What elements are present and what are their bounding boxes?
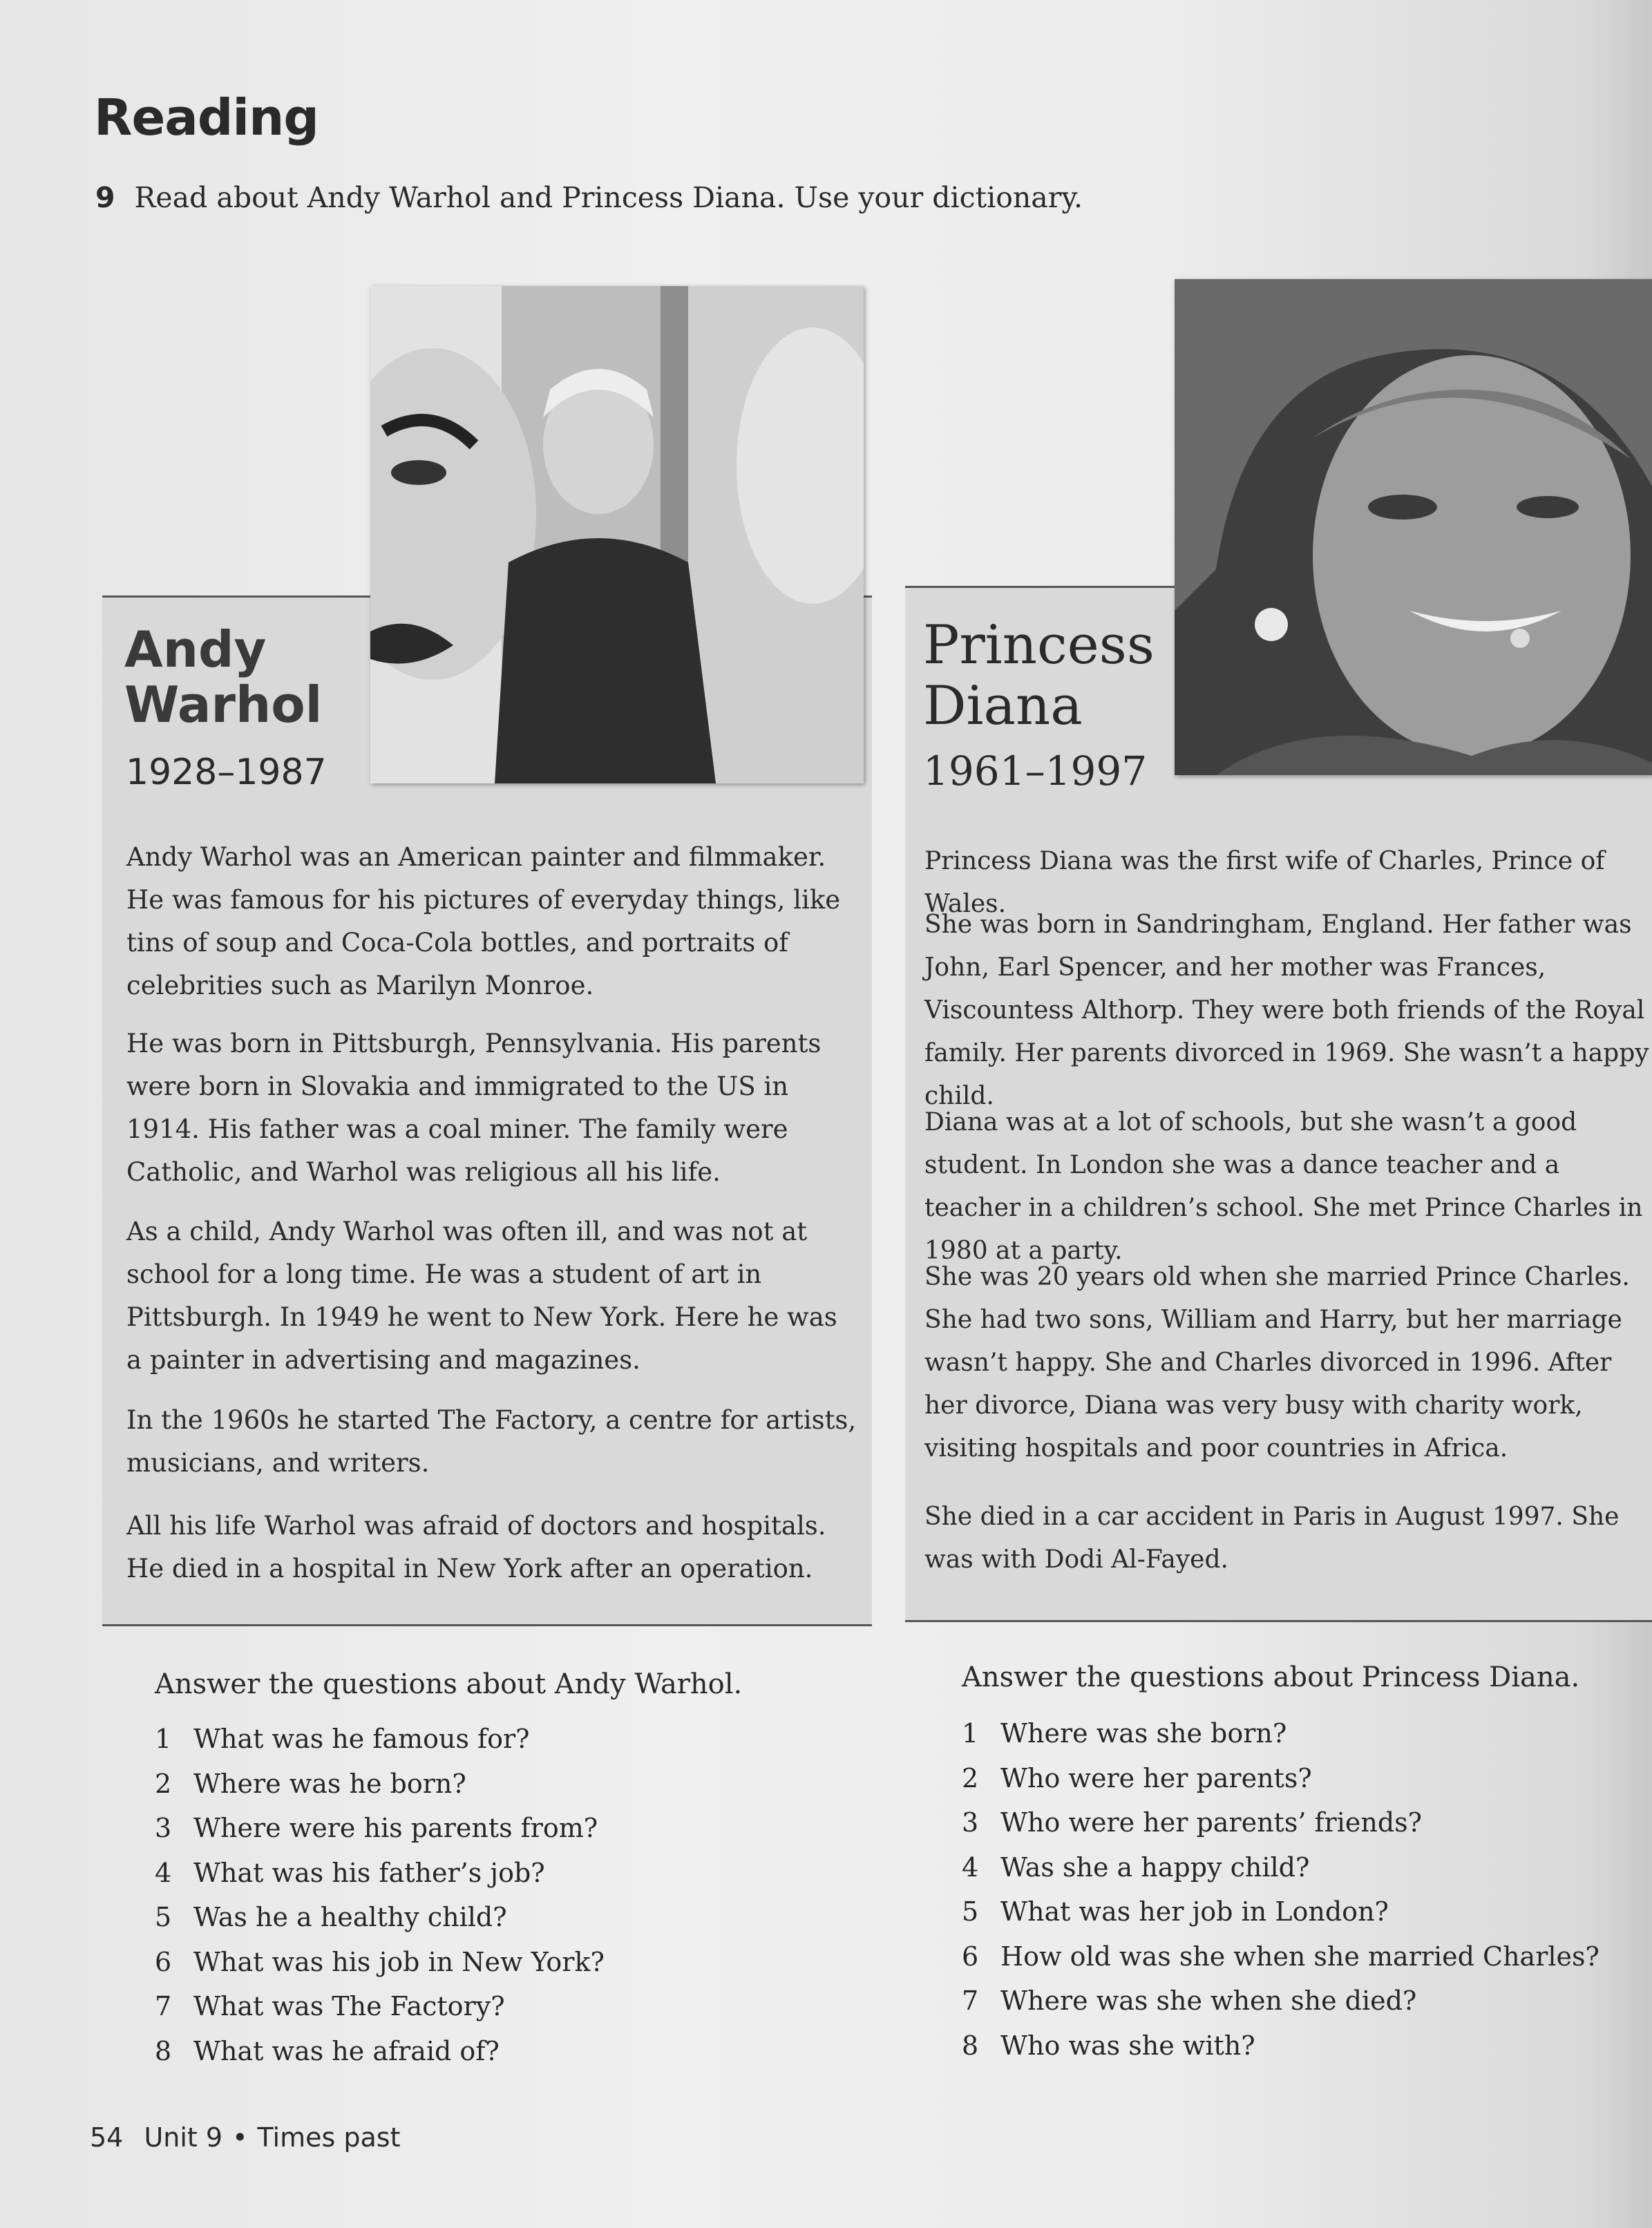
question-item: 3 Who were her parents’ friends? bbox=[962, 1807, 1423, 1838]
warhol-questions-list bbox=[155, 1717, 605, 2073]
topic-label: Times past bbox=[257, 2122, 401, 2153]
section-heading: Reading bbox=[94, 88, 319, 146]
diana-photo bbox=[1175, 279, 1652, 775]
warhol-paragraph: He was born in Pittsburgh, Pennsylvania. His parents were born in Slovakia and immigrated to the US in 1914. His father was a coal miner. The family were Catholic, and Warhol was religious all his life. bbox=[126, 1029, 822, 1187]
warhol-paragraph: As a child, Andy Warhol was often ill, and was not at school for a long time. He was a student of art in Pittsburgh. In 1949 he went to New York. Here he was a painter in advertising and magazines. bbox=[126, 1217, 837, 1375]
diana-first-name: Princess bbox=[923, 614, 1155, 676]
diana-last-name: Diana bbox=[923, 675, 1083, 737]
question-item: 3 Where were his parents from? bbox=[155, 1813, 598, 1843]
page-footer bbox=[90, 2122, 400, 2153]
question-item: 4 Was she a happy child? bbox=[962, 1851, 1310, 1883]
question-item: 4 What was his father’s job? bbox=[155, 1857, 545, 1888]
page-number: 54 bbox=[90, 2122, 124, 2153]
warhol-paragraph: All his life Warhol was afraid of doctors and hospitals. He died in a hospital in New York after an operation. bbox=[126, 1511, 826, 1583]
warhol-photo bbox=[370, 286, 864, 783]
question-item: 8 Who was she with? bbox=[962, 2030, 1255, 2061]
question-item: 6 What was his job in New York? bbox=[155, 1946, 605, 1977]
diana-dates: 1961–1997 bbox=[923, 748, 1148, 794]
diana-paragraph: She was born in Sandringham, England. Her father was John, Earl Spencer, and her mother was Frances, Viscountess Althorp. They were both friends of the Royal family. Her parents divorced in 1969. She wasn’t a happy child. bbox=[924, 911, 1649, 1110]
instruction-text: Read about Andy Warhol and Princess Diana. Use your dictionary. bbox=[134, 181, 1083, 214]
diana-photo-image bbox=[1175, 279, 1652, 775]
question-item: 7 What was The Factory? bbox=[155, 1991, 505, 2021]
warhol-last-name: Warhol bbox=[124, 676, 323, 734]
question-item: 8 What was he afraid of? bbox=[155, 2035, 500, 2066]
exercise-instruction bbox=[95, 181, 1083, 214]
question-item: 1 Where was she born? bbox=[962, 1718, 1287, 1749]
question-item: 6 How old was she when she married Charles? bbox=[962, 1941, 1599, 1972]
footer-separator: • bbox=[232, 2122, 248, 2153]
warhol-paragraph: Andy Warhol was an American painter and filmmaker. He was famous for his pictures of everyday things, like tins of soup and Coca-Cola bottles, and portraits of celebrities such as Marilyn Monroe. bbox=[126, 842, 841, 1000]
warhol-name bbox=[124, 622, 322, 732]
unit-label: Unit 9 bbox=[144, 2122, 223, 2153]
warhol-paragraph: In the 1960s he started The Factory, a centre for artists, musicians, and writers. bbox=[126, 1405, 857, 1478]
question-item: 2 Where was he born? bbox=[155, 1768, 466, 1799]
warhol-questions-title: Answer the questions about Andy Warhol. bbox=[155, 1668, 743, 1700]
question-item: 1 What was he famous for? bbox=[155, 1724, 530, 1754]
diana-questions-list bbox=[962, 1711, 1599, 2068]
diana-paragraph: Princess Diana was the first wife of Charles, Prince of Wales. bbox=[924, 847, 1605, 918]
diana-paragraph: She died in a car accident in Paris in August 1997. She was with Dodi Al-Fayed. bbox=[924, 1503, 1620, 1574]
diana-questions-title: Answer the questions about Princess Diana. bbox=[962, 1662, 1580, 1693]
question-item: 7 Where was she when she died? bbox=[962, 1986, 1417, 2016]
warhol-photo-image bbox=[370, 286, 864, 783]
diana-paragraph: Diana was at a lot of schools, but she wasn’t a good student. In London she was a dance teacher and a teacher in a children’s school. She met Prince Charles in 1980 at a party. bbox=[924, 1108, 1643, 1265]
question-item: 5 What was her job in London? bbox=[962, 1896, 1389, 1927]
exercise-number: 9 bbox=[95, 181, 115, 214]
question-item: 5 Was he a healthy child? bbox=[155, 1902, 507, 1932]
question-item: 2 Who were her parents? bbox=[962, 1762, 1312, 1793]
warhol-first-name: Andy bbox=[124, 620, 267, 678]
diana-paragraph: She was 20 years old when she married Prince Charles. She had two sons, William and Harry, but her marriage wasn’t happy. She and Charles divorced in 1996. After her divorce, Diana was very busy with charity work, visiting hospitals and poor countries in Africa. bbox=[924, 1263, 1630, 1463]
diana-name bbox=[923, 615, 1155, 736]
warhol-dates: 1928–1987 bbox=[126, 752, 327, 793]
